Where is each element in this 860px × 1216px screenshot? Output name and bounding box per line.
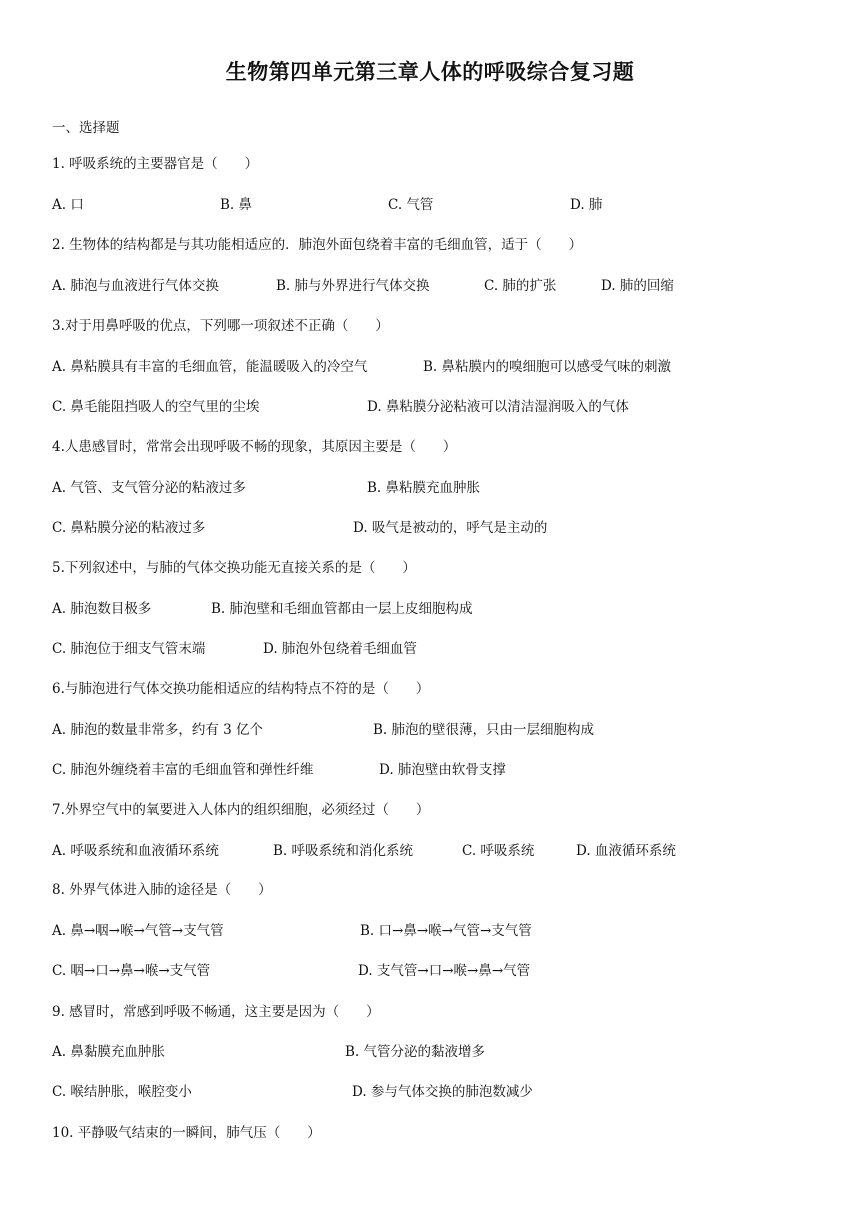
option-a: A. 肺泡与血液进行气体交换 bbox=[52, 278, 219, 294]
option-d: D. 参与气体交换的肺泡数减少 bbox=[352, 1084, 533, 1100]
option-b: B. 呼吸系统和消化系统 bbox=[273, 843, 414, 859]
option-d: D. 肺泡壁由软骨支撑 bbox=[379, 762, 506, 778]
option-a: A. 呼吸系统和血液循环系统 bbox=[52, 843, 219, 859]
option-b: B. 鼻粘膜充血肿胀 bbox=[367, 480, 481, 496]
option-b: B. 肺泡壁和毛细血管都由一层上皮细胞构成 bbox=[211, 601, 473, 617]
question-stem: 6.与肺泡进行气体交换功能相适应的结构特点不符的是（ ） bbox=[52, 681, 430, 697]
option-c: C. 鼻毛能阻挡吸人的空气里的尘埃 bbox=[52, 399, 260, 415]
option-c: C. 呼吸系统 bbox=[462, 843, 535, 859]
question-stem: 8. 外界气体进入肺的途径是（ ） bbox=[52, 882, 272, 898]
option-a: A. 鼻粘膜具有丰富的毛细血管，能温暖吸入的冷空气 bbox=[52, 359, 368, 375]
option-b: B. 鼻 bbox=[220, 197, 253, 213]
option-a: A. 鼻→咽→喉→气管→支气管 bbox=[52, 923, 224, 939]
option-b: B. 肺与外界进行气体交换 bbox=[276, 278, 430, 294]
option-d: D. 吸气是被动的，呼气是主动的 bbox=[353, 520, 548, 536]
option-b: B. 肺泡的壁很薄，只由一层细胞构成 bbox=[373, 722, 595, 738]
option-c: C. 肺泡外缠绕着丰富的毛细血管和弹性纤维 bbox=[52, 762, 314, 778]
option-d: D. 血液循环系统 bbox=[576, 843, 676, 859]
question-stem: 7.外界空气中的氧要进入人体内的组织细胞，必须经过（ ） bbox=[52, 802, 430, 818]
option-c: C. 鼻粘膜分泌的粘液过多 bbox=[52, 520, 206, 536]
option-b: B. 气管分泌的黏液增多 bbox=[345, 1044, 486, 1060]
question-stem: 3.对于用鼻呼吸的优点，下列哪一项叙述不正确（ ） bbox=[52, 318, 389, 334]
option-d: D. 肺 bbox=[570, 197, 603, 213]
option-c: C. 肺的扩张 bbox=[484, 278, 557, 294]
option-d: D. 肺泡外包绕着毛细血管 bbox=[263, 641, 417, 657]
question-stem: 2. 生物体的结构都是与其功能相适应的．肺泡外面包绕着丰富的毛细血管，适于（ ） bbox=[52, 237, 583, 253]
option-c: C. 肺泡位于细支气管末端 bbox=[52, 641, 206, 657]
option-a: A. 鼻黏膜充血肿胀 bbox=[52, 1044, 165, 1060]
option-c: C. 喉结肿胀，喉腔变小 bbox=[52, 1084, 192, 1100]
question-stem: 9. 感冒时，常感到呼吸不畅通，这主要是因为（ ） bbox=[52, 1004, 380, 1020]
section-heading: 一、选择题 bbox=[52, 120, 120, 136]
option-c: C. 咽→口→鼻→喉→支气管 bbox=[52, 963, 211, 979]
document-title: 生物第四单元第三章人体的呼吸综合复习题 bbox=[225, 60, 635, 84]
option-c: C. 气管 bbox=[388, 197, 434, 213]
question-stem: 10. 平静吸气结束的一瞬间，肺气压（ ） bbox=[52, 1125, 321, 1141]
question-stem: 1. 呼吸系统的主要器官是（ ） bbox=[52, 156, 259, 172]
option-d: D. 肺的回缩 bbox=[601, 278, 674, 294]
option-a: A. 气管、支气管分泌的粘液过多 bbox=[52, 480, 246, 496]
question-stem: 5.下列叙述中，与肺的气体交换功能无直接关系的是（ ） bbox=[52, 560, 416, 576]
option-d: D. 支气管→口→喉→鼻→气管 bbox=[358, 963, 531, 979]
option-d: D. 鼻粘膜分泌粘液可以清洁湿润吸入的气体 bbox=[367, 399, 629, 415]
option-b: B. 鼻粘膜内的嗅细胞可以感受气味的刺激 bbox=[423, 359, 672, 375]
option-a: A. 口 bbox=[52, 197, 84, 213]
option-a: A. 肺泡数目极多 bbox=[52, 601, 152, 617]
question-stem: 4.人患感冒时，常常会出现呼吸不畅的现象，其原因主要是（ ） bbox=[52, 439, 457, 455]
option-b: B. 口→鼻→喉→气管→支气管 bbox=[360, 923, 532, 939]
option-a: A. 肺泡的数量非常多，约有 3 亿个 bbox=[52, 722, 264, 738]
